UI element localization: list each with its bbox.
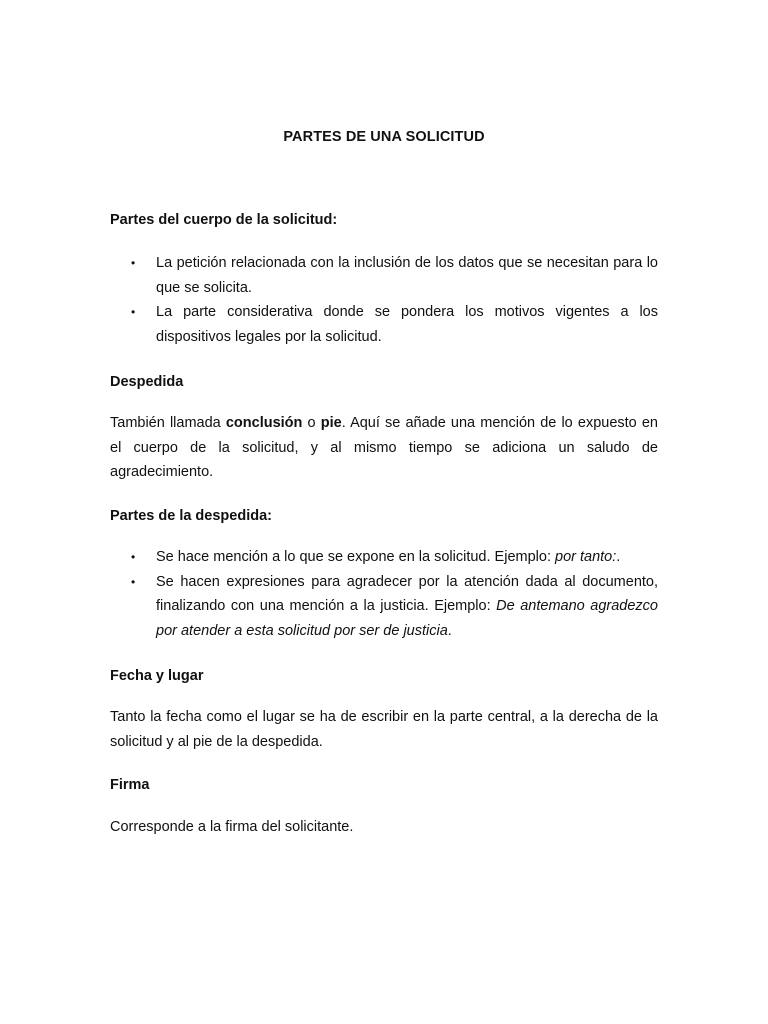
example-text: por tanto: (555, 549, 617, 565)
farewell-term-pie: pie (320, 415, 342, 431)
farewell-term-conclusion: conclusión (225, 415, 303, 431)
signature-paragraph: Corresponde a la firma del solicitante. (110, 819, 354, 835)
list-item-text: La parte considerativa donde se pondera los motivos vigentes a los dispositivos legales por la solicitud. (156, 304, 658, 345)
body-parts-list (110, 251, 658, 349)
section-heading-date-place: Fecha y lugar (110, 668, 204, 684)
farewell-text-2: o (302, 415, 321, 431)
farewell-text-3: . Aquí se añade una mención de lo expuesto en el cuerpo de la solicitud, y al mismo tiempo se adiciona un saludo de agradecimiento. (110, 415, 658, 480)
list-item-text: La petición relacionada con la inclusión de los datos que se necesitan para lo que se solicita. (156, 255, 658, 296)
bullet-icon: • (131, 256, 136, 270)
bullet-icon: • (131, 305, 136, 319)
date-place-paragraph: Tanto la fecha como el lugar se ha de escribir en la parte central, a la derecha de la solicitud y al pie de la despedida. (110, 709, 658, 750)
page-title: PARTES DE UNA SOLICITUD (283, 129, 485, 145)
list-item (110, 300, 658, 349)
list-item (110, 251, 658, 300)
list-item-text: Se hace mención a lo que se expone en la solicitud. Ejemplo: (156, 549, 555, 565)
list-item (110, 570, 658, 644)
list-item-text: Se hacen expresiones para agradecer por la atención dada al documento, finalizando con una mención a la justicia. Ejemplo: (156, 573, 658, 614)
section-heading-signature: Firma (110, 777, 150, 793)
farewell-paragraph (110, 411, 658, 485)
bullet-icon: • (131, 550, 136, 564)
section-heading-farewell-parts: Partes de la despedida: (110, 508, 272, 524)
section-heading-body-parts: Partes del cuerpo de la solicitud: (110, 212, 338, 228)
bullet-icon: • (131, 574, 136, 589)
farewell-text-1: También llamada (110, 415, 226, 431)
example-text: De antemano agradezco por atender a esta solicitud por ser de justicia (156, 598, 658, 639)
list-item (110, 545, 658, 570)
list-item-end: . (616, 549, 621, 565)
section-heading-farewell: Despedida (110, 374, 184, 390)
list-item-end: . (447, 622, 452, 639)
farewell-parts-list (110, 545, 658, 643)
